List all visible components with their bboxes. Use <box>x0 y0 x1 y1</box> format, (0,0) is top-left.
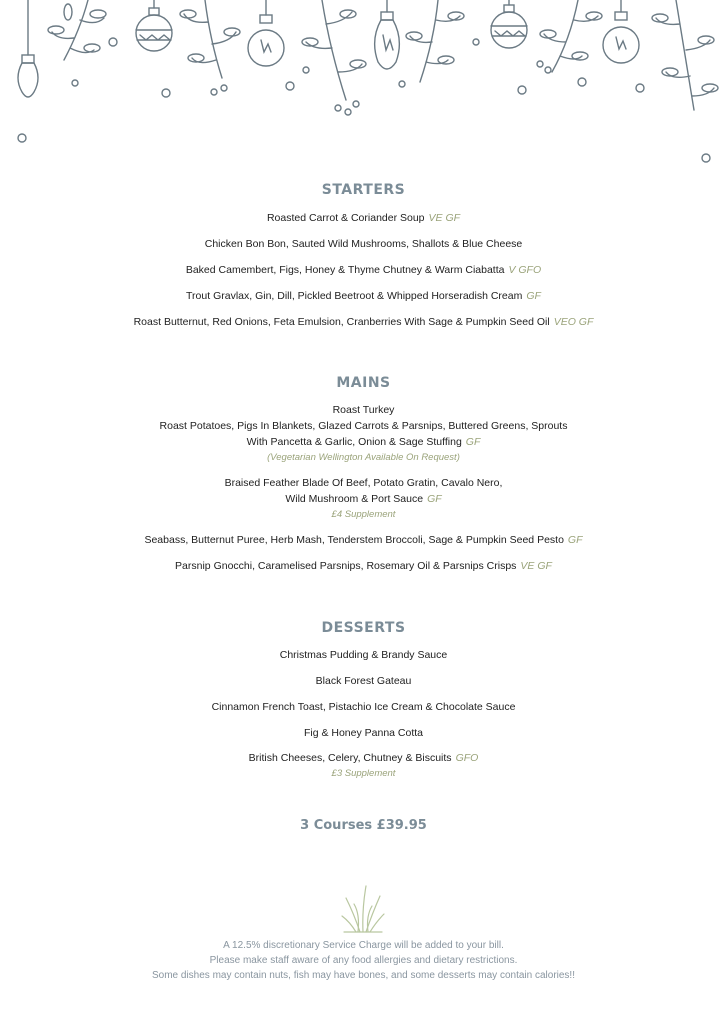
diet-tags: VEO GF <box>553 316 594 328</box>
menu-item: Roasted Carrot & Coriander Soup VE GF <box>266 212 461 224</box>
holly-sprig-icon <box>652 0 718 110</box>
starters-heading: STARTERS <box>321 182 406 198</box>
festive-header-decoration <box>0 0 727 170</box>
holly-sprig-icon <box>302 0 366 115</box>
holly-sprig-icon <box>48 0 106 60</box>
menu-item-description: Wild Mushroom & Port Sauce GF <box>285 493 442 505</box>
lightbulb-icon <box>18 0 38 97</box>
diet-tags: V GFO <box>508 264 542 276</box>
holly-sprig-icon <box>180 0 240 95</box>
lightbulb-icon <box>248 0 284 66</box>
menu-item-description: With Pancetta & Garlic, Onion & Sage Stuffing GF <box>246 436 481 448</box>
menu-item: Trout Gravlax, Gin, Dill, Pickled Beetroot & Whipped Horseradish Cream GF <box>186 290 541 302</box>
holly-sprig-icon <box>537 0 602 73</box>
menu-note: (Vegetarian Wellington Available On Request) <box>267 452 460 463</box>
menu-item: Black Forest Gateau <box>315 675 412 687</box>
desserts-heading: DESSERTS <box>321 620 406 636</box>
menu-item: Christmas Pudding & Brandy Sauce <box>279 649 448 661</box>
diet-tags: VE GF <box>520 560 552 572</box>
menu-item: Chicken Bon Bon, Sauted Wild Mushrooms, Shallots & Blue Cheese <box>204 238 523 250</box>
lightbulb-icon <box>603 0 639 63</box>
supplement-note: £4 Supplement <box>331 509 396 520</box>
menu-item: Cinnamon French Toast, Pistachio Ice Cream & Chocolate Sauce <box>211 701 516 713</box>
holly-sprig-icon <box>406 0 464 82</box>
diet-tags: GF <box>526 290 541 302</box>
diet-tags: GF <box>465 436 481 448</box>
menu-item: Roast Butternut, Red Onions, Feta Emulsion, Cranberries With Sage & Pumpkin Seed Oil VEO GF <box>133 316 594 328</box>
diet-tags: VE GF <box>428 212 461 224</box>
bauble-icon <box>136 0 172 51</box>
menu-item: Seabass, Butternut Puree, Herb Mash, Tenderstem Broccoli, Sage & Pumpkin Seed Pesto GF <box>144 534 583 546</box>
diet-tags: GF <box>427 493 442 505</box>
mains-heading: MAINS <box>336 375 391 391</box>
set-menu-price: 3 Courses £39.95 <box>300 818 427 833</box>
lightbulb-icon <box>375 0 400 69</box>
menu-item-description: Braised Feather Blade Of Beef, Potato Gratin, Cavalo Nero, <box>224 477 503 489</box>
menu-item: Fig & Honey Panna Cotta <box>303 727 424 739</box>
disclaimer-notice: Some dishes may contain nuts, fish may have bones, and some desserts may contain calories!! <box>152 970 575 981</box>
bauble-icon <box>491 0 527 48</box>
supplement-note: £3 Supplement <box>331 768 396 779</box>
service-charge-notice: A 12.5% discretionary Service Charge will be added to your bill. <box>223 940 504 951</box>
allergy-notice: Please make staff aware of any food allergies and dietary restrictions. <box>209 955 518 966</box>
diet-tags: GFO <box>455 752 479 764</box>
menu-item-description: Roast Potatoes, Pigs In Blankets, Glazed Carrots & Parsnips, Buttered Greens, Sprouts <box>159 420 568 432</box>
diet-tags: GF <box>567 534 583 546</box>
menu-item-title: Roast Turkey <box>332 404 395 416</box>
menu-item: Parsnip Gnocchi, Caramelised Parsnips, Rosemary Oil & Parsnips Crisps VE GF <box>175 560 552 572</box>
grass-icon <box>340 884 386 934</box>
menu-item: British Cheeses, Celery, Chutney & Biscuits GFO <box>248 752 479 764</box>
menu-item: Baked Camembert, Figs, Honey & Thyme Chutney & Warm Ciabatta V GFO <box>185 264 542 276</box>
